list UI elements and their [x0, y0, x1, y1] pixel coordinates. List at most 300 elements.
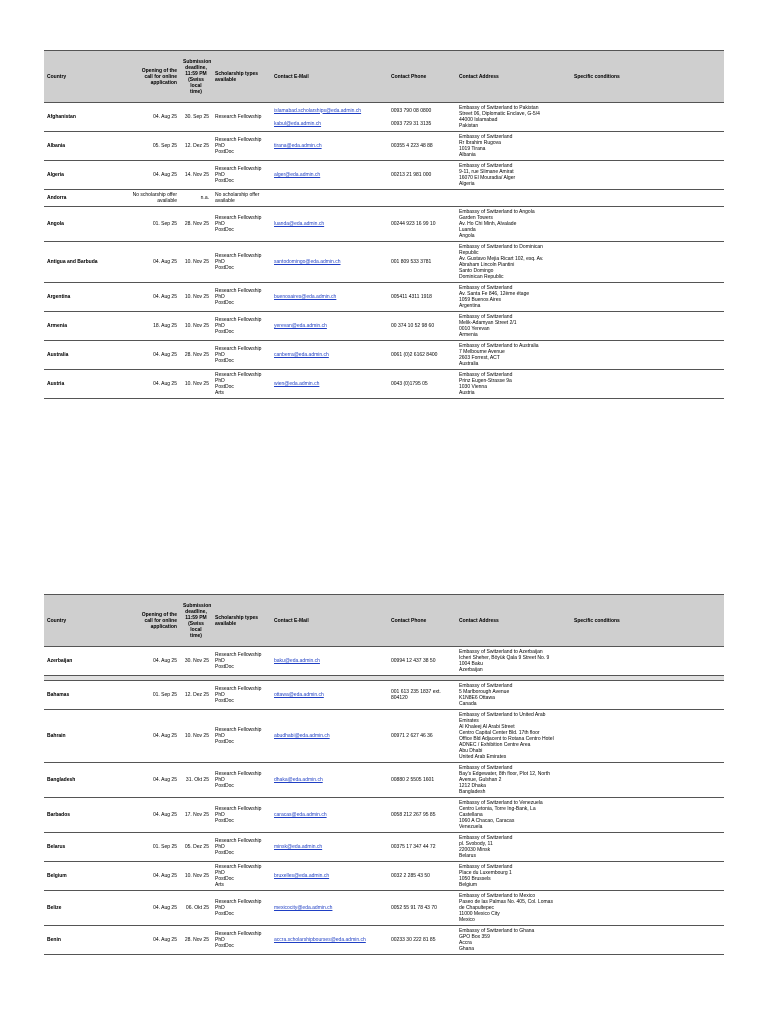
phone-cell	[388, 798, 456, 833]
address-line: Street 06, Diplomatic Enclave, G-5/4	[459, 111, 540, 117]
scholarship-type: Research Fellowship	[215, 253, 262, 259]
address-line: K1N8E6 Ottawa	[459, 695, 495, 701]
deadline-cell: 28. Nov 25	[180, 926, 212, 955]
phone-cell	[388, 763, 456, 798]
email-cell	[271, 207, 388, 242]
phone-number: 0061 (0)2 6162 8400	[391, 352, 438, 358]
address-cell	[456, 161, 571, 190]
country-cell: Afghanistan	[44, 103, 120, 132]
address-cell	[456, 242, 571, 283]
deadline-cell: 12. Dez 25	[180, 132, 212, 161]
scholarship-type: PostDoc	[215, 300, 234, 306]
deadline-cell: 05. Dez 25	[180, 833, 212, 862]
country-cell: Bahrain	[44, 710, 120, 763]
address-cell	[456, 283, 571, 312]
phone-number: 001 809 533 3781	[391, 259, 432, 265]
table-body	[44, 103, 724, 399]
phone-cell	[388, 161, 456, 190]
email-cell	[271, 242, 388, 283]
phone-number: 0058 212 267 95 85	[391, 812, 436, 818]
address-cell	[456, 763, 571, 798]
specific-conditions-cell	[571, 647, 724, 676]
scholarship-type: Arts	[215, 882, 224, 888]
address-cell	[456, 798, 571, 833]
address-line: de Chapultepec	[459, 905, 495, 911]
phone-cell	[388, 190, 456, 207]
scholarship-type: PhD	[215, 733, 225, 739]
scholarship-table	[44, 50, 724, 399]
address-line: Al Khaleej Al Arabi Street	[459, 724, 515, 730]
scholarship-type: Research Fellowship	[215, 166, 262, 172]
scholarship-type: Research Fellowship	[215, 838, 262, 844]
country-cell: Angola	[44, 207, 120, 242]
opening-date-cell: 04. Aug 25	[120, 370, 180, 399]
header-opening-line: Opening of the	[141, 67, 177, 74]
phone-cell	[388, 283, 456, 312]
email-link[interactable]: dhaka@eda.admin.ch	[274, 777, 323, 783]
header-deadline-line: Submission	[183, 602, 212, 609]
deadline-cell: 31. Okt 25	[180, 763, 212, 798]
opening-date-cell: 01. Sep 25	[120, 207, 180, 242]
email-link[interactable]: luanda@eda.admin.ch	[274, 221, 325, 227]
address-cell	[456, 312, 571, 341]
email-link[interactable]: mexicocity@eda.admin.ch	[274, 905, 333, 911]
address-line: 220030 Minsk	[459, 847, 491, 853]
email-link[interactable]: minsk@eda.admin.ch	[274, 844, 323, 850]
header-contact-address: Contact Address	[456, 51, 571, 103]
phone-number: 0093 729 31 3135	[391, 120, 432, 127]
email-cell	[271, 283, 388, 312]
address-cell	[456, 190, 571, 207]
scholarship-types-cell	[212, 647, 271, 676]
header-row	[44, 51, 724, 103]
email-link[interactable]: alger@eda.admin.ch	[274, 172, 321, 178]
specific-conditions-cell	[571, 681, 724, 710]
scholarship-type: No scholarship offer	[215, 192, 260, 198]
address-line: 1030 Vienna	[459, 384, 487, 390]
address-line: Garden Towers	[459, 215, 493, 221]
address-cell	[456, 341, 571, 370]
specific-conditions-cell	[571, 370, 724, 399]
address-line: Embassy of Switzerland to Venezuela	[459, 800, 543, 806]
table-header	[44, 51, 724, 103]
table-body	[44, 647, 724, 955]
scholarship-type: PhD	[215, 352, 225, 358]
phone-number: 00 374 10 52 98 60	[391, 323, 435, 329]
scholarship-type: Research Fellowship	[215, 114, 262, 120]
header-opening	[120, 51, 180, 103]
scholarship-type: PhD	[215, 812, 225, 818]
address-line: Emirates	[459, 718, 479, 724]
email-cell	[271, 833, 388, 862]
table-row	[44, 798, 724, 833]
address-line: Abu Dhabi	[459, 748, 483, 754]
address-line: Luanda	[459, 227, 476, 233]
country-cell: Azerbaijan	[44, 647, 120, 676]
scholarship-type: PostDoc	[215, 664, 234, 670]
email-link[interactable]: bruxelles@eda.admin.ch	[274, 873, 330, 879]
email-link[interactable]: tirana@eda.admin.ch	[274, 143, 322, 149]
deadline-cell: 10. Nov 25	[180, 283, 212, 312]
address-cell	[456, 647, 571, 676]
scholarship-type: available	[215, 198, 235, 204]
email-link[interactable]: buenosaires@eda.admin.ch	[274, 294, 337, 300]
phone-number: 0043 (0)1795 05	[391, 381, 428, 387]
scholarship-type: Research Fellowship	[215, 931, 262, 937]
address-line: Melik-Adamyan Street 2/1	[459, 320, 517, 326]
scholarship-type: PostDoc	[215, 739, 234, 745]
scholarship-type: PhD	[215, 259, 225, 265]
scholarship-type: PhD	[215, 844, 225, 850]
address-line: 1004 Baku	[459, 661, 483, 667]
address-line: 9-11, rue Slimane Amirat	[459, 169, 514, 175]
address-line: 44000 Islamabad	[459, 117, 498, 123]
address-line: Embassy of Switzerland	[459, 285, 513, 291]
opening-date-cell: 04. Aug 25	[120, 891, 180, 926]
deadline-cell: 17. Nov 25	[180, 798, 212, 833]
header-scholarship-types	[212, 51, 271, 103]
header-scholarship-types-line: available	[215, 620, 237, 627]
email-cell	[271, 161, 388, 190]
specific-conditions-cell	[571, 798, 724, 833]
scholarship-type: PostDoc	[215, 329, 234, 335]
phone-cell	[388, 370, 456, 399]
opening-date-cell: No scholarship offer available	[120, 190, 180, 207]
address-line: Embassy of Switzerland	[459, 372, 513, 378]
header-deadline-line: time)	[190, 88, 202, 95]
header-deadline-line: time)	[190, 632, 202, 639]
scholarship-type: Research Fellowship	[215, 372, 262, 378]
address-line: 0010 Yerevan	[459, 326, 490, 332]
address-line: Castellana	[459, 812, 483, 818]
address-line: Av. Gustavo Mejia Ricart 102, esq. Av.	[459, 256, 544, 262]
address-cell	[456, 132, 571, 161]
address-line: 1060 A Chacao, Caracas	[459, 818, 515, 824]
email-cell	[271, 681, 388, 710]
address-line: Embassy of Switzerland	[459, 683, 513, 689]
address-line: Belgium	[459, 882, 478, 888]
specific-conditions-cell	[571, 710, 724, 763]
scholarship-types-cell	[212, 312, 271, 341]
opening-date-cell: 04. Aug 25	[120, 341, 180, 370]
specific-conditions-cell	[571, 207, 724, 242]
address-line: Belarus	[459, 853, 476, 859]
country-cell: Austria	[44, 370, 120, 399]
scholarship-type: PhD	[215, 294, 225, 300]
address-cell	[456, 833, 571, 862]
specific-conditions-cell	[571, 190, 724, 207]
header-contact-address: Contact Address	[456, 595, 571, 647]
email-link[interactable]: yerevan@eda.admin.ch	[274, 323, 327, 329]
email-cell	[271, 341, 388, 370]
phone-number: 00233 30 222 81 85	[391, 937, 436, 943]
email-cell	[271, 103, 388, 132]
phone-cell	[388, 132, 456, 161]
address-line: 5 Marlborough Avenue	[459, 689, 510, 695]
table-row	[44, 681, 724, 710]
header-contact-phone: Contact Phone	[388, 595, 456, 647]
phone-number: 00355 4 223 48 88	[391, 143, 433, 149]
header-deadline-line: 11:59 PM	[185, 614, 207, 621]
scholarship-type: PostDoc	[215, 943, 234, 949]
scholarship-table	[44, 594, 724, 955]
scholarship-types-cell	[212, 242, 271, 283]
header-opening-line: application	[150, 79, 177, 86]
scholarship-type: PostDoc	[215, 850, 234, 856]
table-row	[44, 926, 724, 955]
address-cell	[456, 710, 571, 763]
scholarship-types-cell	[212, 370, 271, 399]
address-line: Bangladesh	[459, 789, 486, 795]
header-deadline	[180, 595, 212, 647]
scholarship-type: Research Fellowship	[215, 346, 262, 352]
phone-number: 0093 790 08 0800	[391, 107, 432, 114]
scholarship-type: PostDoc	[215, 818, 234, 824]
address-cell	[456, 207, 571, 242]
scholarship-type: PhD	[215, 143, 225, 149]
email-link[interactable]: santodomingo@eda.admin.ch	[274, 259, 341, 265]
table-page-1	[44, 50, 724, 399]
email-link[interactable]: canberra@eda.admin.ch	[274, 352, 329, 358]
phone-number: 00375 17 347 44 72	[391, 844, 436, 850]
country-cell: Belarus	[44, 833, 120, 862]
table-row	[44, 710, 724, 763]
phone-number: 00244 923 16 99 10	[391, 221, 436, 227]
country-cell: Benin	[44, 926, 120, 955]
specific-conditions-cell	[571, 862, 724, 891]
scholarship-type: PhD	[215, 870, 225, 876]
country-cell: Andorra	[44, 190, 120, 207]
header-specific-conditions: Specific conditions	[571, 595, 724, 647]
address-line: Abraham Lincoln Piantini	[459, 262, 515, 268]
address-line: Angola	[459, 233, 475, 239]
address-line: 11000 Mexico City	[459, 911, 500, 917]
opening-date-cell: 01. Sep 25	[120, 833, 180, 862]
email-link[interactable]: kabul@eda.admin.ch	[274, 120, 322, 127]
table-row	[44, 763, 724, 798]
scholarship-types-cell	[212, 161, 271, 190]
deadline-cell: n.a.	[180, 190, 212, 207]
table-row	[44, 103, 724, 132]
address-cell	[456, 103, 571, 132]
scholarship-type: PhD	[215, 905, 225, 911]
country-cell: Belgium	[44, 862, 120, 891]
address-line: Prinz Eugen-Strasse 9a	[459, 378, 512, 384]
scholarship-type: Research Fellowship	[215, 137, 262, 143]
address-line: Embassy of Switzerland to Mexico	[459, 893, 536, 899]
address-line: Embassy of Switzerland to Pakistan	[459, 105, 539, 111]
address-line: 1050 Brussels	[459, 876, 491, 882]
deadline-cell: 14. Nov 25	[180, 161, 212, 190]
address-line: 2603 Forrest, ACT	[459, 355, 500, 361]
phone-cell	[388, 833, 456, 862]
address-line: Embassy of Switzerland	[459, 864, 513, 870]
table-row	[44, 132, 724, 161]
address-line: Azerbaijan	[459, 667, 483, 673]
header-contact-email: Contact E-Mail	[271, 595, 388, 647]
address-line: pl. Svobody, 11	[459, 841, 493, 847]
phone-cell	[388, 710, 456, 763]
header-country: Country	[44, 51, 120, 103]
address-line: Rr Ibrahim Rugova	[459, 140, 501, 146]
scholarship-type: Research Fellowship	[215, 317, 262, 323]
header-row	[44, 595, 724, 647]
address-line: Embassy of Switzerland to United Arab	[459, 712, 546, 718]
address-cell	[456, 681, 571, 710]
scholarship-type: PhD	[215, 777, 225, 783]
phone-cell	[388, 926, 456, 955]
table-row	[44, 647, 724, 676]
header-opening-line: application	[150, 623, 177, 630]
address-line: Venezuela	[459, 824, 483, 830]
country-cell: Barbados	[44, 798, 120, 833]
scholarship-type: Research Fellowship	[215, 771, 262, 777]
specific-conditions-cell	[571, 103, 724, 132]
opening-date-cell: 05. Sep 25	[120, 132, 180, 161]
address-cell	[456, 862, 571, 891]
opening-date-cell: 01. Sep 25	[120, 681, 180, 710]
scholarship-type: PostDoc	[215, 783, 234, 789]
address-line: Embassy of Switzerland to Dominican	[459, 244, 543, 250]
email-cell	[271, 132, 388, 161]
header-opening-line: call for online	[144, 617, 177, 624]
deadline-cell: 10. Nov 25	[180, 370, 212, 399]
address-line: Embassy of Switzerland	[459, 134, 513, 140]
phone-cell	[388, 103, 456, 132]
deadline-cell: 28. Nov 25	[180, 207, 212, 242]
table-row	[44, 207, 724, 242]
country-cell: Argentina	[44, 283, 120, 312]
table-row	[44, 161, 724, 190]
header-opening	[120, 595, 180, 647]
address-line: Avenue, Gulshan 2	[459, 777, 502, 783]
scholarship-type: PhD	[215, 937, 225, 943]
phone-number: 001 613 235 1837 ext.	[391, 689, 441, 695]
header-deadline-line: deadline,	[185, 608, 207, 615]
scholarship-type: Research Fellowship	[215, 899, 262, 905]
email-cell	[271, 190, 388, 207]
header-deadline-line: deadline,	[185, 64, 207, 71]
address-line: Bay's Edgewater, 8th floor, Plot 12, North	[459, 771, 551, 777]
scholarship-types-cell	[212, 891, 271, 926]
address-line: Embassy of Switzerland	[459, 765, 513, 771]
header-deadline-line: 11:59 PM	[185, 70, 207, 77]
address-line: Pakistan	[459, 123, 479, 129]
opening-date-cell: 04. Aug 25	[120, 103, 180, 132]
address-line: Office Bld Adjacent to Rotana Centro Hotel	[459, 736, 554, 742]
header-scholarship-types-line: Scholarship types	[215, 70, 259, 77]
address-line: Paseo de las Palmas No. 405, Col. Lomas	[459, 899, 553, 905]
deadline-cell: 06. Okt 25	[180, 891, 212, 926]
scholarship-types-cell	[212, 207, 271, 242]
address-line: Albania	[459, 152, 476, 158]
email-link[interactable]: accra.scholarshipbourses@eda.admin.ch	[274, 937, 366, 943]
email-cell	[271, 710, 388, 763]
email-link[interactable]: abudhabi@eda.admin.ch	[274, 733, 330, 739]
email-link[interactable]: wien@eda.admin.ch	[274, 381, 320, 387]
scholarship-type: Research Fellowship	[215, 652, 262, 658]
phone-cell	[388, 312, 456, 341]
email-cell	[271, 798, 388, 833]
email-cell	[271, 647, 388, 676]
deadline-cell: 12. Dez 25	[180, 681, 212, 710]
email-link[interactable]: caracas@eda.admin.ch	[274, 812, 327, 818]
address-line: Embassy of Switzerland to Azerbaijan	[459, 649, 543, 655]
country-cell: Armenia	[44, 312, 120, 341]
scholarship-type: PostDoc	[215, 149, 234, 155]
deadline-cell: 10. Nov 25	[180, 710, 212, 763]
scholarship-type: PostDoc	[215, 384, 234, 390]
phone-cell	[388, 862, 456, 891]
scholarship-type: PhD	[215, 323, 225, 329]
email-cell	[271, 926, 388, 955]
scholarship-type: PostDoc	[215, 227, 234, 233]
address-line: Austria	[459, 390, 475, 396]
scholarship-types-cell	[212, 132, 271, 161]
table-row	[44, 891, 724, 926]
phone-cell	[388, 207, 456, 242]
address-line: 7 Melbourne Avenue	[459, 349, 505, 355]
address-line: Australia	[459, 361, 479, 367]
phone-number: 0032 2 285 43 50	[391, 873, 430, 879]
address-line: Dominican Republic	[459, 274, 504, 280]
specific-conditions-cell	[571, 833, 724, 862]
country-cell: Algeria	[44, 161, 120, 190]
email-link[interactable]: islamabad.scholarships@eda.admin.ch	[274, 107, 362, 114]
address-line: Place du Luxembourg 1	[459, 870, 512, 876]
address-line: Republic	[459, 250, 479, 256]
phone-number: 00213 21 981 000	[391, 172, 432, 178]
specific-conditions-cell	[571, 312, 724, 341]
scholarship-types-cell	[212, 862, 271, 891]
deadline-cell: 10. Nov 25	[180, 242, 212, 283]
phone-number: 00971 2 627 46 36	[391, 733, 433, 739]
scholarship-type: Research Fellowship	[215, 727, 262, 733]
table-row	[44, 370, 724, 399]
header-contact-phone: Contact Phone	[388, 51, 456, 103]
address-line: Embassy of Switzerland	[459, 314, 513, 320]
header-scholarship-types-line: available	[215, 76, 237, 83]
phone-cell	[388, 341, 456, 370]
table-row	[44, 862, 724, 891]
email-cell	[271, 312, 388, 341]
scholarship-type: PhD	[215, 172, 225, 178]
scholarship-type: PostDoc	[215, 178, 234, 184]
address-line: Embassy of Switzerland to Angola	[459, 209, 535, 215]
deadline-cell: 30. Sep 25	[180, 103, 212, 132]
email-cell	[271, 370, 388, 399]
email-link[interactable]: baku@eda.admin.ch	[274, 658, 320, 664]
deadline-cell: 10. Nov 25	[180, 312, 212, 341]
scholarship-type: PhD	[215, 378, 225, 384]
scholarship-type: Research Fellowship	[215, 864, 262, 870]
opening-date-cell: 04. Aug 25	[120, 242, 180, 283]
country-cell: Bahamas	[44, 681, 120, 710]
specific-conditions-cell	[571, 132, 724, 161]
address-line: Embassy of Switzerland to Ghana	[459, 928, 535, 934]
address-cell	[456, 926, 571, 955]
scholarship-types-cell	[212, 341, 271, 370]
email-link[interactable]: ottawa@eda.admin.ch	[274, 692, 324, 698]
scholarship-types-cell	[212, 103, 271, 132]
address-line: Av. Santa Fe 846, 12ème étage	[459, 291, 530, 297]
phone-cell	[388, 647, 456, 676]
scholarship-types-cell	[212, 763, 271, 798]
header-opening-line: Opening of the	[141, 611, 177, 618]
email-cell	[271, 862, 388, 891]
address-line: United Arab Emirates	[459, 754, 507, 760]
address-line: Santo Domingo	[459, 268, 494, 274]
